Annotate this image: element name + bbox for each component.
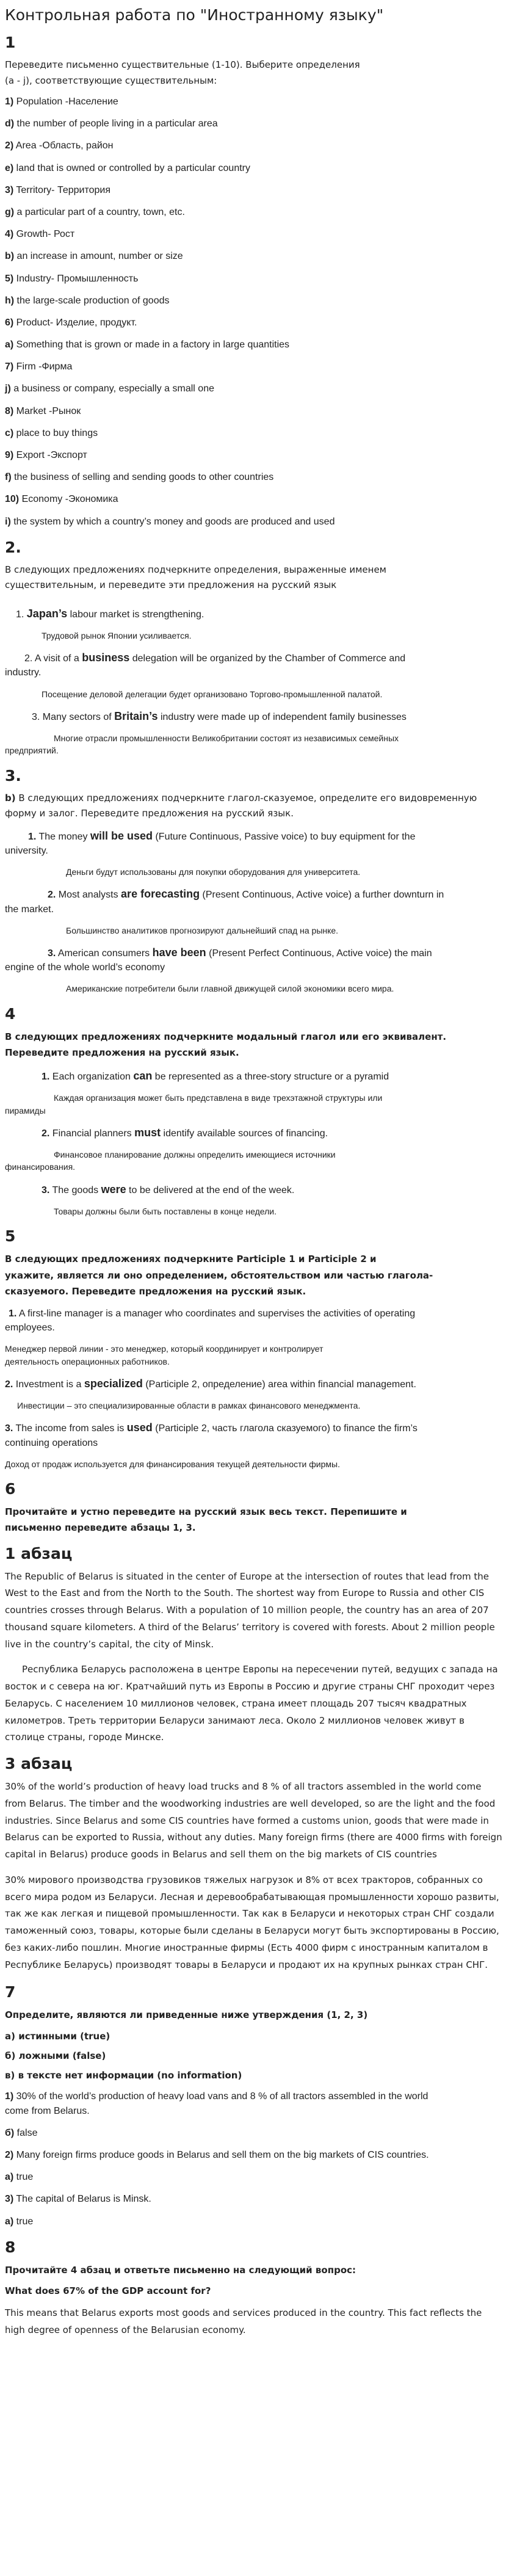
section-5-instruction-line2: укажите, является ли оно определением, обстоятельством или частью глагола- <box>5 1269 433 1281</box>
s2-translation-1: Трудовой рынок Японии усиливается. <box>42 630 192 640</box>
s3-sentence-3-bold: have been <box>152 946 206 959</box>
section-1-item-text: land that is owned or controlled by a particular country <box>13 162 250 173</box>
s4-sentence-2-pre: Financial planners <box>49 1128 135 1139</box>
section-1-item-text: Market -Рынок <box>13 405 81 416</box>
s3-sentence-3-pre: American consumers <box>56 948 153 959</box>
s4-sentence-1-number: 1. <box>42 1072 50 1083</box>
s2-sentence-3-text: industry were made up of independent family businesses <box>157 711 407 722</box>
s2-translation-3-line1: Многие отрасли промышленности Великобритании состоят из независимых семейных <box>54 733 399 744</box>
section-4-instruction-line1: В следующих предложениях подчеркните модальный глагол или его эквивалент. <box>5 1031 447 1042</box>
option-false: б) ложными (false) <box>5 2050 106 2061</box>
s4-translation-3: Товары должны были быть поставлены в конце недели. <box>54 1206 277 1216</box>
section-1-items <box>5 95 502 529</box>
paragraph-1-russian: Республика Беларусь расположена в центре Европы на пересечении путей, ведущих с запада на восток и с севера на юг. Кратчайший путь из Европы в Россию и другие страны СНГ проходит через Беларусь. С населением 10 миллионов человек, страна имеет площадь 207 тысяч квадратных километров. Треть территории Беларуси занимают леса. Около 2 миллионов человек живут в столице страны, городе Минске. <box>5 1664 498 1743</box>
section-3-instruction-marker: b) <box>5 792 16 804</box>
section-5-instruction-line1: В следующих предложениях подчеркните Participle 1 и Participle 2 и <box>5 1254 377 1265</box>
s5-sentence-2-pre: Investment is a <box>13 1379 84 1390</box>
s4-sentence-3-number: 3. <box>42 1185 50 1195</box>
section-1-item <box>5 492 502 506</box>
s3-sentence-2-bold: are forecasting <box>121 888 200 901</box>
section-1-item-key: 9) <box>5 450 14 460</box>
s3-translation-2: Большинство аналитиков прогнозируют дальнейший спад на рынке. <box>66 925 339 935</box>
section-1-item <box>5 205 502 219</box>
section-3-number: 3. <box>5 766 21 785</box>
s7-statement-3-text: The capital of Belarus is Minsk. <box>13 2194 151 2205</box>
s3-sentence-2-text: (Present Continuous, Active voice) a further downturn in <box>200 890 444 901</box>
s4-sentence-3-text: to be delivered at the end of the week. <box>126 1185 295 1195</box>
section-1-item-key: 6) <box>5 317 14 328</box>
section-1-item-key: g) <box>5 206 15 217</box>
s5-translation-1-line1: Менеджер первой линии - это менеджер, который координирует и контролирует <box>5 1344 324 1354</box>
section-1-item-text: the number of people living in a particular area <box>14 118 218 129</box>
section-3-instruction-line2: форму и залог. Переведите предложения на русский язык. <box>5 808 294 819</box>
section-1-number: 1 <box>5 34 16 51</box>
s7-answer-3 <box>5 2215 502 2229</box>
s3-sentence-1-text: (Future Continuous, Passive voice) to buy equipment for the <box>153 831 416 842</box>
s2-sentence-1-bold: Japan’s <box>26 607 68 620</box>
s3-translation-3: Американские потребители были главной движущей силой экономики всего мира. <box>66 984 394 994</box>
section-1-item-text: Economy -Экономика <box>19 494 118 505</box>
s5-sentence-3-text: (Participle 2, часть глагола сказуемого) to finance the firm’s <box>152 1423 418 1434</box>
section-1-item-text: the business of selling and sending goods to other countries <box>11 472 274 483</box>
s5-sentence-3-bold: used <box>126 1421 153 1434</box>
option-true: a) истинными (true) <box>5 2030 110 2042</box>
s2-sentence-1 <box>5 606 502 622</box>
s7-statement-1-number: 1) <box>5 2091 14 2102</box>
section-1-item <box>5 316 502 330</box>
s4-sentence-2-bold: must <box>134 1126 161 1139</box>
section-1-item-key: 5) <box>5 273 14 284</box>
section-1-item-text: Firm -Фирма <box>13 361 73 372</box>
s5-translation-1-line2: деятельность операционных работников. <box>5 1356 170 1366</box>
section-6-instruction-line1: Прочитайте и устно переведите на русский язык весь текст. Перепишите и <box>5 1506 407 1518</box>
section-1-item <box>5 183 502 197</box>
s3-sentence-1 <box>5 828 502 844</box>
s4-sentence-2-text: identify available sources of financing. <box>161 1128 328 1139</box>
s2-sentence-2-bold: business <box>82 651 130 664</box>
s2-sentence-3 <box>5 708 502 724</box>
section-1-item <box>5 95 502 109</box>
s7-statement-3-number: 3) <box>5 2194 14 2205</box>
section-1-item <box>5 448 502 462</box>
section-1-item-text: Export -Экспорт <box>13 450 87 460</box>
section-1-item <box>5 161 502 175</box>
section-3 <box>5 767 502 995</box>
section-8-instruction: Прочитайте 4 абзац и ответьте письменно на следующий вопрос: <box>5 2264 356 2276</box>
section-1-item-key: d) <box>5 118 15 129</box>
s5-sentence-2-text: (Participle 2, определение) area within financial management. <box>142 1379 416 1390</box>
section-1-item <box>5 338 502 352</box>
section-6-number: 6 <box>5 1480 16 1498</box>
s2-sentence-1-number: 1. <box>16 609 27 620</box>
s5-sentence-2 <box>5 1376 502 1391</box>
section-1-item-key: e) <box>5 162 14 173</box>
s5-sentence-1 <box>5 1307 502 1321</box>
section-1-item-key: 3) <box>5 184 14 195</box>
section-1-item-text: place to buy things <box>13 427 98 438</box>
section-1-item-key: 2) <box>5 140 14 151</box>
section-1-item-key: j) <box>5 383 11 394</box>
section-1-item-key: a) <box>5 339 14 350</box>
section-1-item-text: Something that is grown or made in a factory in large quantities <box>13 339 290 350</box>
paragraph-1-english: The Republic of Belarus is situated in the center of Europe at the intersection of routes that lead from the West to the East and from the North to the South. The shortest way from Europe to Russia and other CIS countries crosses through Belarus. With a population of 10 million people, the country has an area of 207 thousand square kilometers. A third of the Belarus’ territory is covered with forests. About 2 million people live in the country’s capital, the city of Minsk. <box>5 1570 495 1650</box>
section-1-item-text: Growth- Рост <box>13 229 75 240</box>
s7-answer-1 <box>5 2126 502 2140</box>
section-1-item <box>5 272 502 286</box>
s5-sentence-3-number: 3. <box>5 1423 13 1434</box>
s3-sentence-3-cont: engine of the whole world’s economy <box>5 962 165 973</box>
section-1-item-text: an increase in amount, number or size <box>14 251 183 262</box>
s7-statement-3 <box>5 2192 502 2206</box>
section-1-item <box>5 139 502 153</box>
paragraph-3-english: 30% of the world’s production of heavy load trucks and 8 % of all tractors assembled in the world come from Belarus. The timber and the woodworking industries are well developed, so are the light and the food industries. Since Belarus and some CIS countries have formed a customs union, goods that were made in Belarus can be exported to Russia, without any duties. Many foreign firms (there are 4000 firms with foreign capital in Belarus) produce goods in Belarus and sell them on the big markets of CIS countries <box>5 1781 502 1860</box>
paragraph-1-heading: 1 абзац <box>5 1544 73 1562</box>
s7-answer-2 <box>5 2170 502 2184</box>
s2-sentence-2 <box>5 650 502 666</box>
s2-translation-2: Посещение деловой делегации будет организовано Торгово-промышленной палатой. <box>42 689 383 699</box>
s5-sentence-3 <box>5 1420 502 1435</box>
section-1-item <box>5 515 502 529</box>
s7-statement-1-cont: come from Belarus. <box>5 2105 90 2116</box>
s5-translation-3: Доход от продаж используется для финансирования текущей деятельности фирмы. <box>5 1459 340 1469</box>
s2-sentence-3-bold: Britain’s <box>114 709 158 722</box>
s4-translation-1-line2: пирамиды <box>5 1105 46 1116</box>
section-8-answer: This means that Belarus exports most goods and services produced in the country. This fact reflects the high degree of openness of the Belarusian economy. <box>5 2307 482 2335</box>
section-1-item-text: the large-scale production of goods <box>14 295 170 306</box>
paragraph-3-russian: 30% мирового производства грузовиков тяжелых нагрузок и 8% от всех тракторов, собранных со всего мира родом из Беларуси. Лесная и деревообрабатывающая промышленности хорошо развиты, так же как легкая и пищевой промышленности. Так как в Беларуси и некоторых стран СНГ создали таможенный союз, товары, которые были сделаны в Беларуси могут быть экспортированы в Россию, без каких-либо пошлин. Многие иностранные фирмы (Есть 4000 фирм с иностранным капиталом в Республике Беларусь) производят товары в Беларуси и продают их на крупных рынках стран СНГ. <box>5 1874 499 1970</box>
s7-answer-3-text: true <box>13 2216 34 2227</box>
section-1-item <box>5 294 502 308</box>
s4-sentence-1 <box>5 1068 502 1084</box>
s3-sentence-1-number: 1. <box>28 831 37 842</box>
section-2 <box>5 539 502 757</box>
s4-translation-2-line1: Финансовое планирование должны определить имеющиеся источники <box>54 1150 336 1160</box>
section-2-number: 2. <box>5 538 21 556</box>
s7-statement-1-text: 30% of the world’s production of heavy load vans and 8 % of all tractors assembled in the world <box>13 2091 428 2102</box>
section-4-instruction-line2: Переведите предложения на русский язык. <box>5 1047 239 1058</box>
s4-sentence-1-bold: can <box>133 1070 153 1083</box>
section-1-item-text: Industry- Промышленность <box>13 273 139 284</box>
section-7-number: 7 <box>5 1983 16 2001</box>
s5-sentence-2-number: 2. <box>5 1379 13 1390</box>
s7-answer-3-key: a) <box>5 2216 14 2227</box>
section-1-item-key: 7) <box>5 361 14 372</box>
section-5-instruction-line3: сказуемого. Переведите предложения на русский язык. <box>5 1285 306 1297</box>
section-3-instruction-line1 <box>5 791 502 807</box>
section-1-item-text: Territory- Территория <box>13 184 110 195</box>
s5-sentence-3-pre: The income from sales is <box>13 1423 127 1434</box>
s3-sentence-2-pre: Most analysts <box>56 890 121 901</box>
section-1-item <box>5 227 502 241</box>
section-1-item-text: the system by which a country’s money and goods are produced and used <box>10 516 335 527</box>
s2-sentence-2-text: delegation will be organized by the Chamber of Commerce and <box>129 653 406 664</box>
section-1-item <box>5 404 502 418</box>
section-1-item <box>5 360 502 374</box>
s2-sentence-2-cont: industry. <box>5 667 42 678</box>
s4-sentence-1-pre: Each organization <box>49 1072 134 1083</box>
option-no-info: в) в тексте нет информации (no information) <box>5 2070 242 2081</box>
s4-sentence-3 <box>5 1181 502 1197</box>
s7-statement-2 <box>5 2148 502 2162</box>
s4-sentence-1-text: be represented as a three-story structure or a pyramid <box>152 1072 389 1083</box>
section-1-item-key: 4) <box>5 229 14 240</box>
section-7-instruction: Определите, являются ли приведенные ниже утверждения (1, 2, 3) <box>5 2009 368 2021</box>
s4-sentence-2-number: 2. <box>42 1128 50 1139</box>
section-8-number: 8 <box>5 2238 16 2256</box>
s3-translation-1: Деньги будут использованы для покупки оборудования для университета. <box>66 867 361 877</box>
section-1-item <box>5 249 502 263</box>
section-1-item-key: h) <box>5 295 15 306</box>
section-1-item <box>5 117 502 131</box>
s4-sentence-3-pre: The goods <box>49 1185 101 1195</box>
s7-statement-2-number: 2) <box>5 2149 14 2160</box>
section-1-item-text: a business or company, especially a small one <box>10 383 214 394</box>
document-title: Контрольная работа по "Иностранному языку" <box>5 6 384 24</box>
section-5 <box>5 1227 502 1470</box>
section-1-item-key: i) <box>5 516 11 527</box>
section-1-item-key: c) <box>5 427 14 438</box>
s2-sentence-2-pre: A visit of a <box>32 653 82 664</box>
s7-answer-2-key: a) <box>5 2172 14 2183</box>
section-1-item-text: a particular part of a country, town, etc. <box>14 206 185 217</box>
s2-translation-3-line2: предприятий. <box>5 746 59 756</box>
section-2-instruction-line2: существительным, и переведите эти предложения на русский язык <box>5 579 337 591</box>
section-1-item-text: Area -Область, район <box>13 140 114 151</box>
s5-sentence-1-cont: employees. <box>5 1322 55 1333</box>
section-1-item <box>5 426 502 440</box>
section-1-instruction-line1: Переведите письменно существительные (1-10). Выберите определения <box>5 59 360 70</box>
s3-sentence-3 <box>5 945 502 960</box>
s4-translation-2-line2: финансирования. <box>5 1162 76 1172</box>
section-1-item-text: Product- Изделие, продукт. <box>13 317 137 328</box>
s7-answer-2-text: true <box>13 2172 34 2183</box>
s3-sentence-2 <box>5 886 502 902</box>
s3-sentence-3-text: (Present Perfect Continuous, Active voice) the main <box>206 948 432 959</box>
s4-sentence-2 <box>5 1125 502 1141</box>
section-1-item-key: 10) <box>5 494 20 505</box>
s3-sentence-2-number: 2. <box>48 890 56 901</box>
section-1-item-key: b) <box>5 251 15 262</box>
section-5-number: 5 <box>5 1227 16 1246</box>
s7-statement-1 <box>5 2089 502 2103</box>
s3-sentence-1-cont: university. <box>5 845 48 856</box>
section-1-item <box>5 470 502 484</box>
section-1-item <box>5 382 502 396</box>
section-2-instruction-line1: В следующих предложениях подчеркните определения, выраженные именем <box>5 564 386 575</box>
s2-sentence-2-number: 2. <box>24 653 33 664</box>
section-6 <box>5 1480 502 1973</box>
s3-sentence-1-pre: The money <box>36 831 90 842</box>
section-7 <box>5 1983 502 2228</box>
s5-translation-2: Инвестиции – это специализированные области в рамках финансового менеджмента. <box>17 1401 361 1411</box>
s5-sentence-3-cont: continuing operations <box>5 1437 98 1448</box>
section-4 <box>5 1005 502 1218</box>
s7-answer-1-key: б) <box>5 2127 15 2138</box>
section-3-instruction-text: В следующих предложениях подчеркните глагол-сказуемое, определите его видовременную <box>15 792 477 804</box>
section-1-item-key: f) <box>5 472 12 483</box>
s7-statement-2-text: Many foreign firms produce goods in Belarus and sell them on the big markets of CIS countries. <box>13 2149 429 2160</box>
section-1 <box>5 34 502 529</box>
section-6-instruction-line2: письменно переведите абзацы 1, 3. <box>5 1522 196 1534</box>
s2-sentence-3-pre: Many sectors of <box>40 711 115 722</box>
s2-sentence-3-number: 3. <box>32 711 40 722</box>
section-8-question: What does 67% of the GDP account for? <box>5 2285 211 2296</box>
section-4-number: 4 <box>5 1004 16 1023</box>
section-8 <box>5 2238 502 2339</box>
s5-sentence-1-number: 1. <box>9 1308 17 1319</box>
s4-sentence-3-bold: were <box>101 1183 126 1195</box>
s3-sentence-2-cont: the market. <box>5 904 54 915</box>
paragraph-3-heading: 3 абзац <box>5 1755 73 1773</box>
section-1-instruction-line2: (a - j), соответствующие существительным: <box>5 74 217 86</box>
section-1-item-key: 8) <box>5 405 14 416</box>
s3-sentence-3-number: 3. <box>48 948 56 959</box>
section-1-item-key: 1) <box>5 96 14 107</box>
s5-sentence-2-bold: specialized <box>84 1377 143 1390</box>
s2-sentence-1-text: labour market is strengthening. <box>67 609 204 620</box>
s3-sentence-1-bold: will be used <box>90 829 153 842</box>
s4-translation-1-line1: Каждая организация может быть представлена в виде трехэтажной структуры или <box>54 1093 383 1103</box>
section-1-item-text: Population -Население <box>13 96 118 107</box>
s7-answer-1-text: false <box>14 2127 38 2138</box>
s5-sentence-1-text: A first-line manager is a manager who coordinates and supervises the activities of operating <box>16 1308 416 1319</box>
